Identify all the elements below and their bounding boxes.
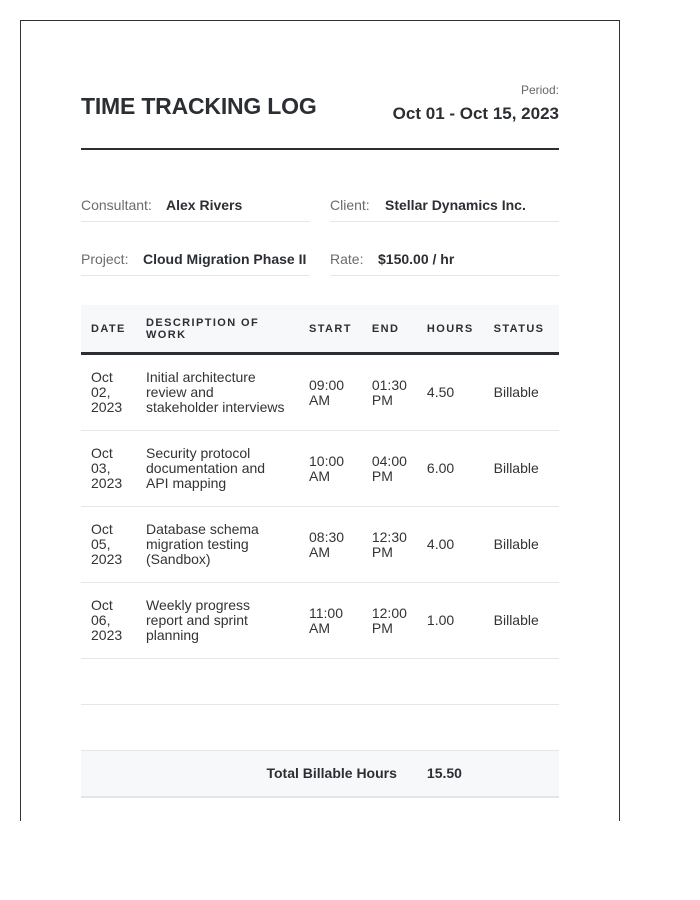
entry-hours: 6.00 [417,431,484,507]
total-row [81,751,559,798]
total-value: 15.50 [417,751,484,798]
project-label: Project: [81,251,129,267]
entry-date: Oct 02, 2023 [81,354,136,431]
table-row [81,354,559,431]
empty-cell [81,659,559,705]
entry-hours: 1.00 [417,583,484,659]
total-spacer [484,751,559,798]
client-field [330,184,559,222]
rate-field [330,238,559,276]
project-value: Cloud Migration Phase II [143,251,307,267]
consultant-value: Alex Rivers [166,197,243,213]
entry-description: Security protocol documentation and API mapping [136,431,299,507]
entry-date: Oct 03, 2023 [81,431,136,507]
empty-row [81,659,559,705]
entry-status: Billable [484,431,559,507]
document-header [81,21,559,150]
column-header-end: END [362,305,417,354]
entry-end: 12:00 PM [362,583,417,659]
total-label: Total Billable Hours [81,751,417,798]
entry-start: 08:30 AM [299,507,362,583]
timesheet-page [20,20,620,821]
entry-start: 10:00 AM [299,431,362,507]
entry-status: Billable [484,583,559,659]
entry-date: Oct 05, 2023 [81,507,136,583]
table-header-row [81,305,559,354]
client-value: Stellar Dynamics Inc. [385,197,526,213]
rate-label: Rate: [330,251,364,267]
table-row [81,583,559,659]
entry-start: 11:00 AM [299,583,362,659]
page-title: TIME TRACKING LOG [81,93,317,119]
table-row [81,507,559,583]
consultant-label: Consultant: [81,197,152,213]
entry-description: Initial architecture review and stakeholder interviews [136,354,299,431]
column-header-date: DATE [81,305,136,354]
column-header-hours: HOURS [417,305,484,354]
client-label: Client: [330,197,370,213]
entry-end: 12:30 PM [362,507,417,583]
entry-start: 09:00 AM [299,354,362,431]
period-value: Oct 01 - Oct 15, 2023 [392,104,559,123]
time-entries-table [81,305,559,798]
column-header-status: STATUS [484,305,559,354]
entry-status: Billable [484,354,559,431]
entry-status: Billable [484,507,559,583]
column-header-start: START [299,305,362,354]
entry-hours: 4.00 [417,507,484,583]
rate-value: $150.00 / hr [378,251,455,267]
period-label: Period: [520,83,559,97]
entry-end: 04:00 PM [362,431,417,507]
entry-description: Weekly progress report and sprint planning [136,583,299,659]
entry-end: 01:30 PM [362,354,417,431]
empty-row [81,705,559,751]
entry-date: Oct 06, 2023 [81,583,136,659]
entry-description: Database schema migration testing (Sandbox) [136,507,299,583]
column-header-description: DESCRIPTION OF WORK [136,305,299,354]
consultant-field [81,184,310,222]
table-row [81,431,559,507]
timesheet-content [81,21,559,781]
project-field [81,238,310,276]
empty-cell [81,705,559,751]
entry-hours: 4.50 [417,354,484,431]
